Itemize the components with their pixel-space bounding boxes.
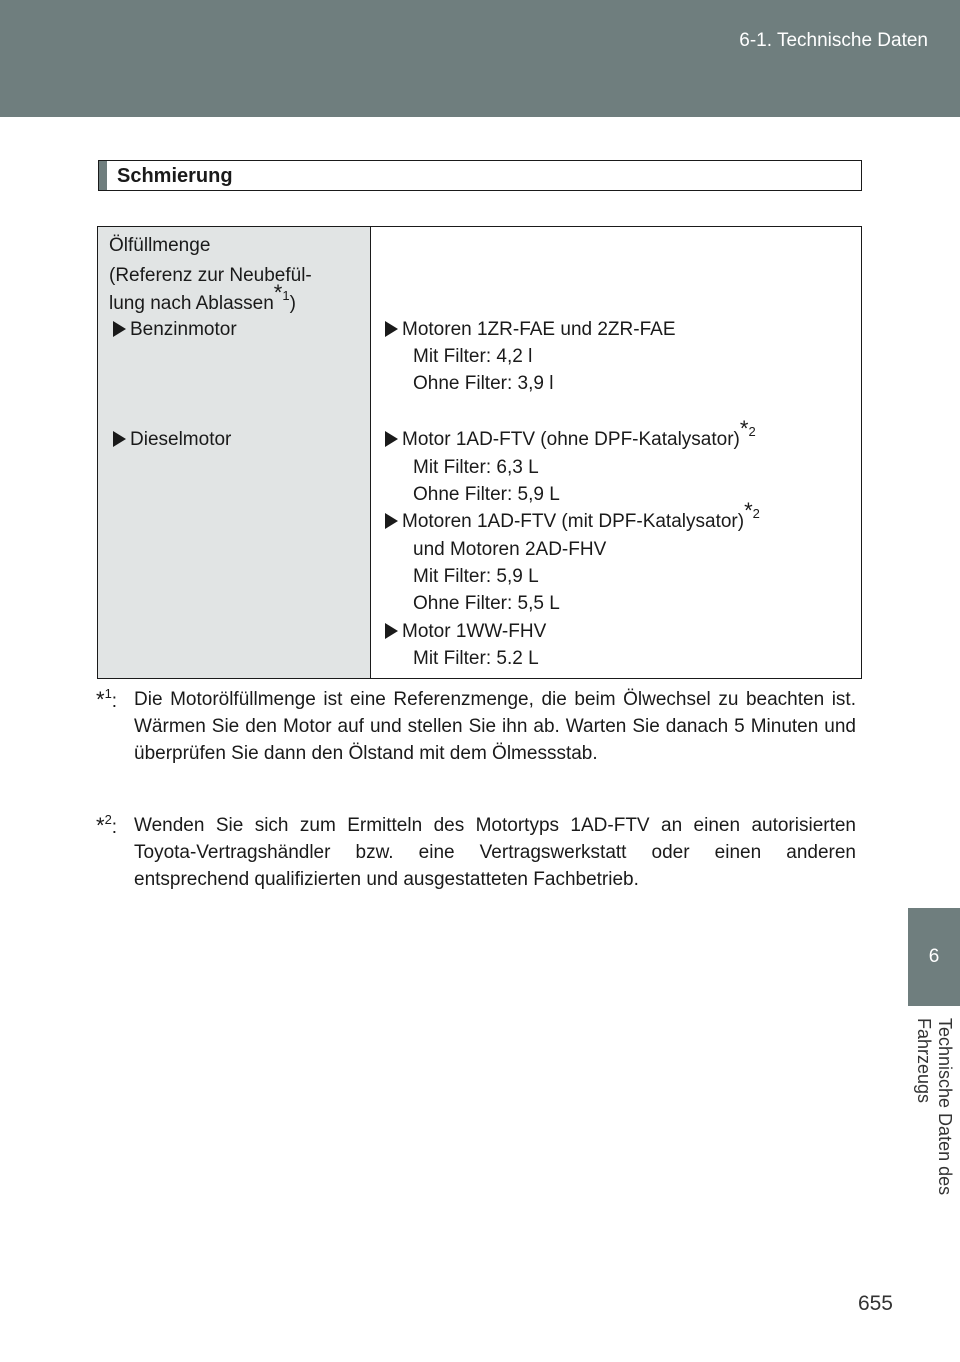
section-title-accent (99, 161, 107, 190)
gasoline-label: Benzinmotor (113, 316, 237, 343)
diesel-engine-b-line2: und Motoren 2AD-FHV (413, 539, 607, 560)
header-section-title: 6-1. Technische Daten (739, 30, 928, 51)
diesel-engine-b: Motoren 1AD-FTV (mit DPF-Katalysator)$^{*2}$ (385, 508, 760, 535)
right-triangle-icon (113, 431, 126, 447)
gasoline-engine: Motoren 1ZR-FAE und 2ZR-FAE (385, 316, 676, 343)
page-header (0, 0, 960, 117)
footnote-marker: *$^1$: (96, 686, 118, 712)
heading-line-3-text: lung nach Ablassen (109, 293, 274, 314)
heading-line-2: (Referenz zur Neubefül- (109, 265, 312, 286)
chapter-number: 6 (928, 946, 940, 967)
diesel-engine-c-with-filter: Mit Filter: 5.2 L (413, 648, 539, 669)
table-label-cell (98, 227, 371, 678)
diesel-label: Dieselmotor (113, 426, 231, 453)
asterisk-icon: * (739, 416, 749, 441)
footnote-ref: *2 (739, 416, 756, 441)
footnote-1 (96, 686, 856, 767)
heading-footnote-ref: *1 (273, 280, 290, 305)
right-triangle-icon (113, 321, 126, 337)
footnote-text: Wenden Sie sich zum Ermitteln des Motortyps 1AD-FTV an einen autorisierten Toyota-Vertragshändler bzw. eine Vertragswerkstatt oder einen anderen entsprechend qualifizierten und ausgestatteten Fachbetrieb. (134, 815, 856, 890)
footnote-ref: *2 (744, 498, 760, 523)
page-number: 655 (857, 1292, 893, 1315)
table-value-cell (371, 227, 861, 678)
oil-capacity-table (97, 226, 862, 679)
diesel-engine-b-with-filter: Mit Filter: 5,9 L (413, 566, 539, 587)
diesel-engine-c: Motor 1WW-FHV (385, 618, 546, 645)
right-triangle-icon (385, 623, 398, 639)
gasoline-with-filter: Mit Filter: 4,2 l (413, 346, 533, 367)
footnote-text: Die Motorölfüllmenge ist eine Referenzmenge, die beim Ölwechsel zu beachten ist. Wärmen Sie den Motor auf und stellen Sie ihn ab. Warten Sie danach 5 Minuten und überprüfen Sie dann den Ölstand mit dem Ölmessstab. (134, 689, 856, 764)
asterisk-icon: * (273, 280, 283, 305)
chapter-tab (908, 908, 960, 1006)
diesel-engine-a: Motor 1AD-FTV (ohne DPF-Katalysator)$^{*2}$ (385, 426, 756, 453)
heading-line-3 (109, 280, 296, 317)
footnote-2 (96, 812, 856, 893)
right-triangle-icon (385, 321, 398, 337)
right-triangle-icon (385, 513, 398, 529)
diesel-engine-a-with-filter: Mit Filter: 6,3 L (413, 457, 539, 478)
asterisk-icon: * (744, 498, 753, 523)
right-triangle-icon (385, 431, 398, 447)
diesel-engine-b-without-filter: Ohne Filter: 5,5 L (413, 593, 560, 614)
heading-line-1: Ölfüllmenge (109, 235, 211, 256)
section-title: Schmierung (117, 165, 233, 187)
diesel-engine-a-without-filter: Ohne Filter: 5,9 L (413, 484, 560, 505)
heading-close: ) (289, 293, 296, 314)
chapter-title: Technische Daten des Fahrzeugs (914, 1018, 955, 1196)
gasoline-without-filter: Ohne Filter: 3,9 l (413, 373, 554, 394)
section-title-box (98, 160, 862, 191)
asterisk-icon: * (96, 687, 105, 712)
footnote-marker: *$^2$: (96, 812, 118, 838)
asterisk-icon: * (96, 813, 105, 838)
